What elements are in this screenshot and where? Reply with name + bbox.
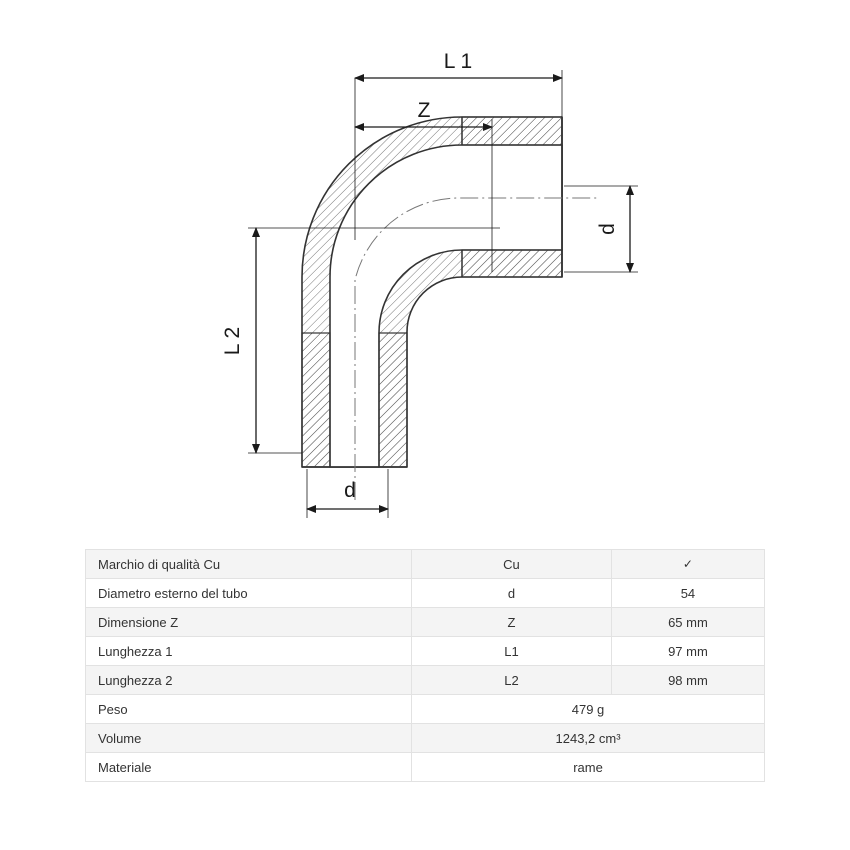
row-value: 65 mm — [611, 608, 764, 637]
table-row — [86, 637, 765, 666]
row-symbol: L2 — [412, 666, 612, 695]
row-value: 97 mm — [611, 637, 764, 666]
row-label: Diametro esterno del tubo — [86, 579, 412, 608]
row-label: Volume — [86, 724, 412, 753]
row-label: Dimensione Z — [86, 608, 412, 637]
label-l1: L 1 — [443, 50, 473, 73]
table-row — [86, 753, 765, 782]
dimension-d-right — [564, 186, 638, 272]
row-symbol: Cu — [412, 550, 612, 579]
row-label: Lunghezza 1 — [86, 637, 412, 666]
table-row — [86, 608, 765, 637]
row-value: 54 — [611, 579, 764, 608]
socket-wall-bottom — [462, 250, 562, 277]
row-value: 98 mm — [611, 666, 764, 695]
elbow-bore — [330, 145, 562, 467]
label-l2: L 2 — [221, 326, 244, 356]
label-d-bottom: d — [344, 479, 356, 502]
specification-table — [85, 549, 765, 782]
table-row — [86, 666, 765, 695]
row-symbol: Z — [412, 608, 612, 637]
table-row — [86, 579, 765, 608]
label-z: Z — [417, 99, 431, 122]
row-value: rame — [412, 753, 765, 782]
elbow-body — [302, 117, 562, 467]
table-row — [86, 695, 765, 724]
row-label: Materiale — [86, 753, 412, 782]
table-row — [86, 550, 765, 579]
row-symbol: L1 — [412, 637, 612, 666]
row-label: Lunghezza 2 — [86, 666, 412, 695]
dimension-d-bottom — [307, 469, 388, 518]
row-value: ✓ — [611, 550, 764, 579]
row-value: 479 g — [412, 695, 765, 724]
row-label: Peso — [86, 695, 412, 724]
row-symbol: d — [412, 579, 612, 608]
socket-wall-top — [462, 117, 562, 145]
label-d-right: d — [596, 223, 619, 235]
socket-wall-right — [379, 333, 407, 467]
row-value: 1243,2 cm³ — [412, 724, 765, 753]
socket-wall-left — [302, 333, 330, 467]
row-label: Marchio di qualità Cu — [86, 550, 412, 579]
table-row — [86, 724, 765, 753]
